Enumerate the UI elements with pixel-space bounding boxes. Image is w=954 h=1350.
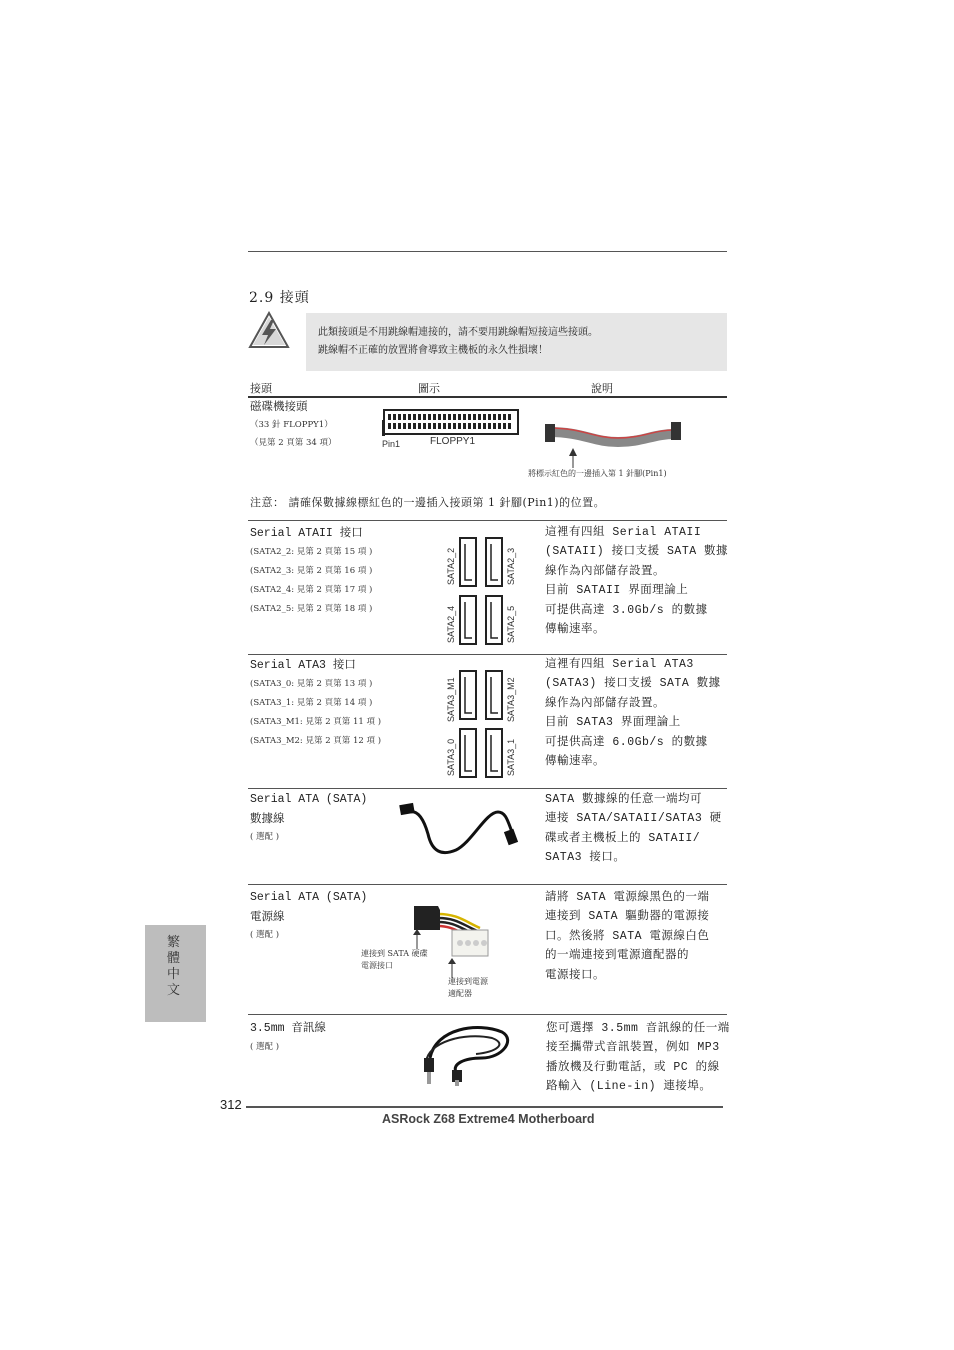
sata2-label-2: SATA2_3 xyxy=(506,547,516,585)
sata3-label-1: SATA3_M1 xyxy=(446,677,456,722)
audio-cable-image xyxy=(412,1018,522,1086)
sata2-desc-line: 傳輸速率。 xyxy=(545,623,605,637)
top-rule xyxy=(248,251,727,252)
floppy-ribbon-cable xyxy=(543,418,683,472)
sata-power-desc-line: 電源接口。 xyxy=(545,968,605,982)
sata-power-desc-line: 連接到 SATA 驅動器的電源接 xyxy=(545,910,710,924)
rule-audio xyxy=(248,1014,727,1015)
rule-sata2 xyxy=(248,520,727,521)
warning-line-1: 此類接頭是不用跳線帽連接的，請不要用跳線帽短接這些接頭。 xyxy=(318,327,598,338)
sata2-desc-line: 線作為內部儲存設置。 xyxy=(545,564,665,578)
caption-line: 連接到 SATA 硬碟 xyxy=(361,949,428,958)
sata-power-caption-right xyxy=(448,976,488,1000)
sata2-item-1: (SATA2_2: 見第 2 頁第 15 項 ) xyxy=(250,547,373,557)
side-tab-char: 繁 xyxy=(167,935,181,950)
page-number: 312 xyxy=(220,1097,242,1112)
floppy-title: 磁碟機接頭 xyxy=(250,399,308,413)
caption-line: 連接到電源 xyxy=(448,977,488,986)
floppy-ref: （見第 2 頁第 34 項） xyxy=(250,438,337,448)
sata-power-title: Serial ATA (SATA) xyxy=(250,891,368,904)
floppy-pin1-label: Pin1 xyxy=(382,439,401,449)
rule-sata-power xyxy=(248,884,727,885)
floppy-cable-caption: 將標示紅色的一邊插入第 1 針腳(Pin1) xyxy=(528,469,667,478)
sata-cable-desc-line: SATA 數據線的任意一端均可 xyxy=(545,793,703,806)
rule-sata-cable xyxy=(248,788,727,789)
sata2-label-1: SATA2_2 xyxy=(446,547,456,585)
language-side-tab xyxy=(145,925,206,1022)
sata3-desc-line: 目前 SATA3 界面理論上 xyxy=(545,716,681,730)
sata2-item-2: (SATA2_3: 見第 2 頁第 16 項 ) xyxy=(250,566,373,576)
sata3-description xyxy=(545,655,721,771)
sata3-item-2: (SATA3_1: 見第 2 頁第 14 項 ) xyxy=(250,698,373,708)
section-title: 2.9 接頭 xyxy=(249,290,310,306)
sata3-label-4: SATA3_1 xyxy=(506,738,516,776)
audio-title: 3.5mm 音訊線 xyxy=(250,1022,326,1035)
caption-line: 電源接口 xyxy=(361,961,393,970)
side-tab-char: 體 xyxy=(167,951,181,966)
floppy-pins: （33 針 FLOPPY1） xyxy=(250,420,333,430)
header-connector: 接頭 xyxy=(250,382,272,395)
sata-power-optional: ( 選配 ) xyxy=(250,930,280,940)
audio-desc-line: 播放機及行動電話，或 PC 的線 xyxy=(546,1060,720,1074)
header-rule xyxy=(248,396,727,398)
sata-data-cable-image xyxy=(398,798,523,862)
sata3-desc-line: 線作為內部儲存設置。 xyxy=(545,696,665,710)
sata3-item-4: (SATA3_M2: 見第 2 頁第 12 項 ) xyxy=(250,736,382,746)
sata-power-desc-line: 請將 SATA 電源線黑色的一端 xyxy=(545,891,710,904)
floppy-connector-label: FLOPPY1 xyxy=(430,436,476,447)
arrow-up-icon xyxy=(447,958,457,978)
audio-description xyxy=(546,1019,730,1097)
audio-optional: ( 選配 ) xyxy=(250,1042,280,1052)
sata3-title: Serial ATA3 接口 xyxy=(250,659,356,672)
audio-desc-line: 您可選擇 3.5mm 音訊線的任一端 xyxy=(546,1022,730,1035)
sata2-desc-line: 目前 SATAII 界面理論上 xyxy=(545,584,689,598)
sata3-label-2: SATA3_M2 xyxy=(506,677,516,722)
sata-cable-desc-line: 連接 SATA/SATAII/SATA3 硬 xyxy=(545,812,722,826)
sata-cable-description xyxy=(545,790,722,868)
caption-line: 適配器 xyxy=(448,989,472,998)
sata-power-description xyxy=(545,888,709,985)
audio-desc-line: 路輸入 (Line-in) 連接埠。 xyxy=(546,1080,712,1094)
sata-cable-optional: ( 選配 ) xyxy=(250,832,280,842)
header-description: 說明 xyxy=(591,382,613,395)
warning-line-2: 跳線帽不正確的放置將會導致主機板的永久性損壞！ xyxy=(318,345,548,356)
footer-product: ASRock Z68 Extreme4 Motherboard xyxy=(382,1112,595,1126)
footer-rule xyxy=(246,1106,723,1108)
sata2-item-3: (SATA2_4: 見第 2 頁第 17 項 ) xyxy=(250,585,373,595)
audio-desc-line: 接至攜帶式音訊裝置，例如 MP3 xyxy=(546,1041,720,1055)
sata2-item-4: (SATA2_5: 見第 2 頁第 18 項 ) xyxy=(250,604,373,614)
sata-cable-title: Serial ATA (SATA) xyxy=(250,793,368,806)
sata-power-desc-line: 的一端連接到電源適配器的 xyxy=(545,949,689,963)
warning-box xyxy=(306,313,727,371)
warning-lightning-icon xyxy=(248,311,290,351)
sata2-description xyxy=(545,523,728,639)
note-text: 注意： 請確保數據線標紅色的一邊插入接頭第 1 針腳(Pin1)的位置。 xyxy=(250,496,606,509)
sata3-desc-line: 可提供高達 6.0Gb/s 的數據 xyxy=(545,735,708,749)
sata3-item-1: (SATA3_0: 見第 2 頁第 13 項 ) xyxy=(250,679,373,689)
sata3-desc-line: 這裡有四組 Serial ATA3 xyxy=(545,658,694,671)
sata2-label-4: SATA2_5 xyxy=(506,605,516,643)
sata2-title: Serial ATAII 接口 xyxy=(250,527,363,540)
sata3-label-3: SATA3_0 xyxy=(446,738,456,776)
sata-cable-desc-line: 碟或者主機板上的 SATAII/ xyxy=(545,831,701,845)
sata2-desc-line: (SATAII) 接口支援 SATA 數據 xyxy=(545,545,729,559)
sata2-desc-line: 這裡有四組 Serial ATAII xyxy=(545,526,702,539)
arrow-up-icon xyxy=(412,929,422,949)
sata-cable-title-2: 數據線 xyxy=(250,811,285,825)
sata-cable-desc-line: SATA3 接口。 xyxy=(545,851,626,865)
sata-power-title-2: 電源線 xyxy=(250,909,285,923)
sata3-item-3: (SATA3_M1: 見第 2 頁第 11 項 ) xyxy=(250,717,382,727)
sata3-desc-line: 傳輸速率。 xyxy=(545,755,605,769)
header-figure: 圖示 xyxy=(418,382,440,395)
sata3-desc-line: (SATA3) 接口支援 SATA 數據 xyxy=(545,677,721,691)
sata-power-desc-line: 口。然後將 SATA 電源線白色 xyxy=(545,929,710,943)
sata-power-caption-left xyxy=(361,948,428,972)
side-tab-char: 文 xyxy=(167,983,181,998)
sata2-desc-line: 可提供高達 3.0Gb/s 的數據 xyxy=(545,603,708,617)
side-tab-char: 中 xyxy=(167,967,181,982)
sata2-label-3: SATA2_4 xyxy=(446,605,456,643)
